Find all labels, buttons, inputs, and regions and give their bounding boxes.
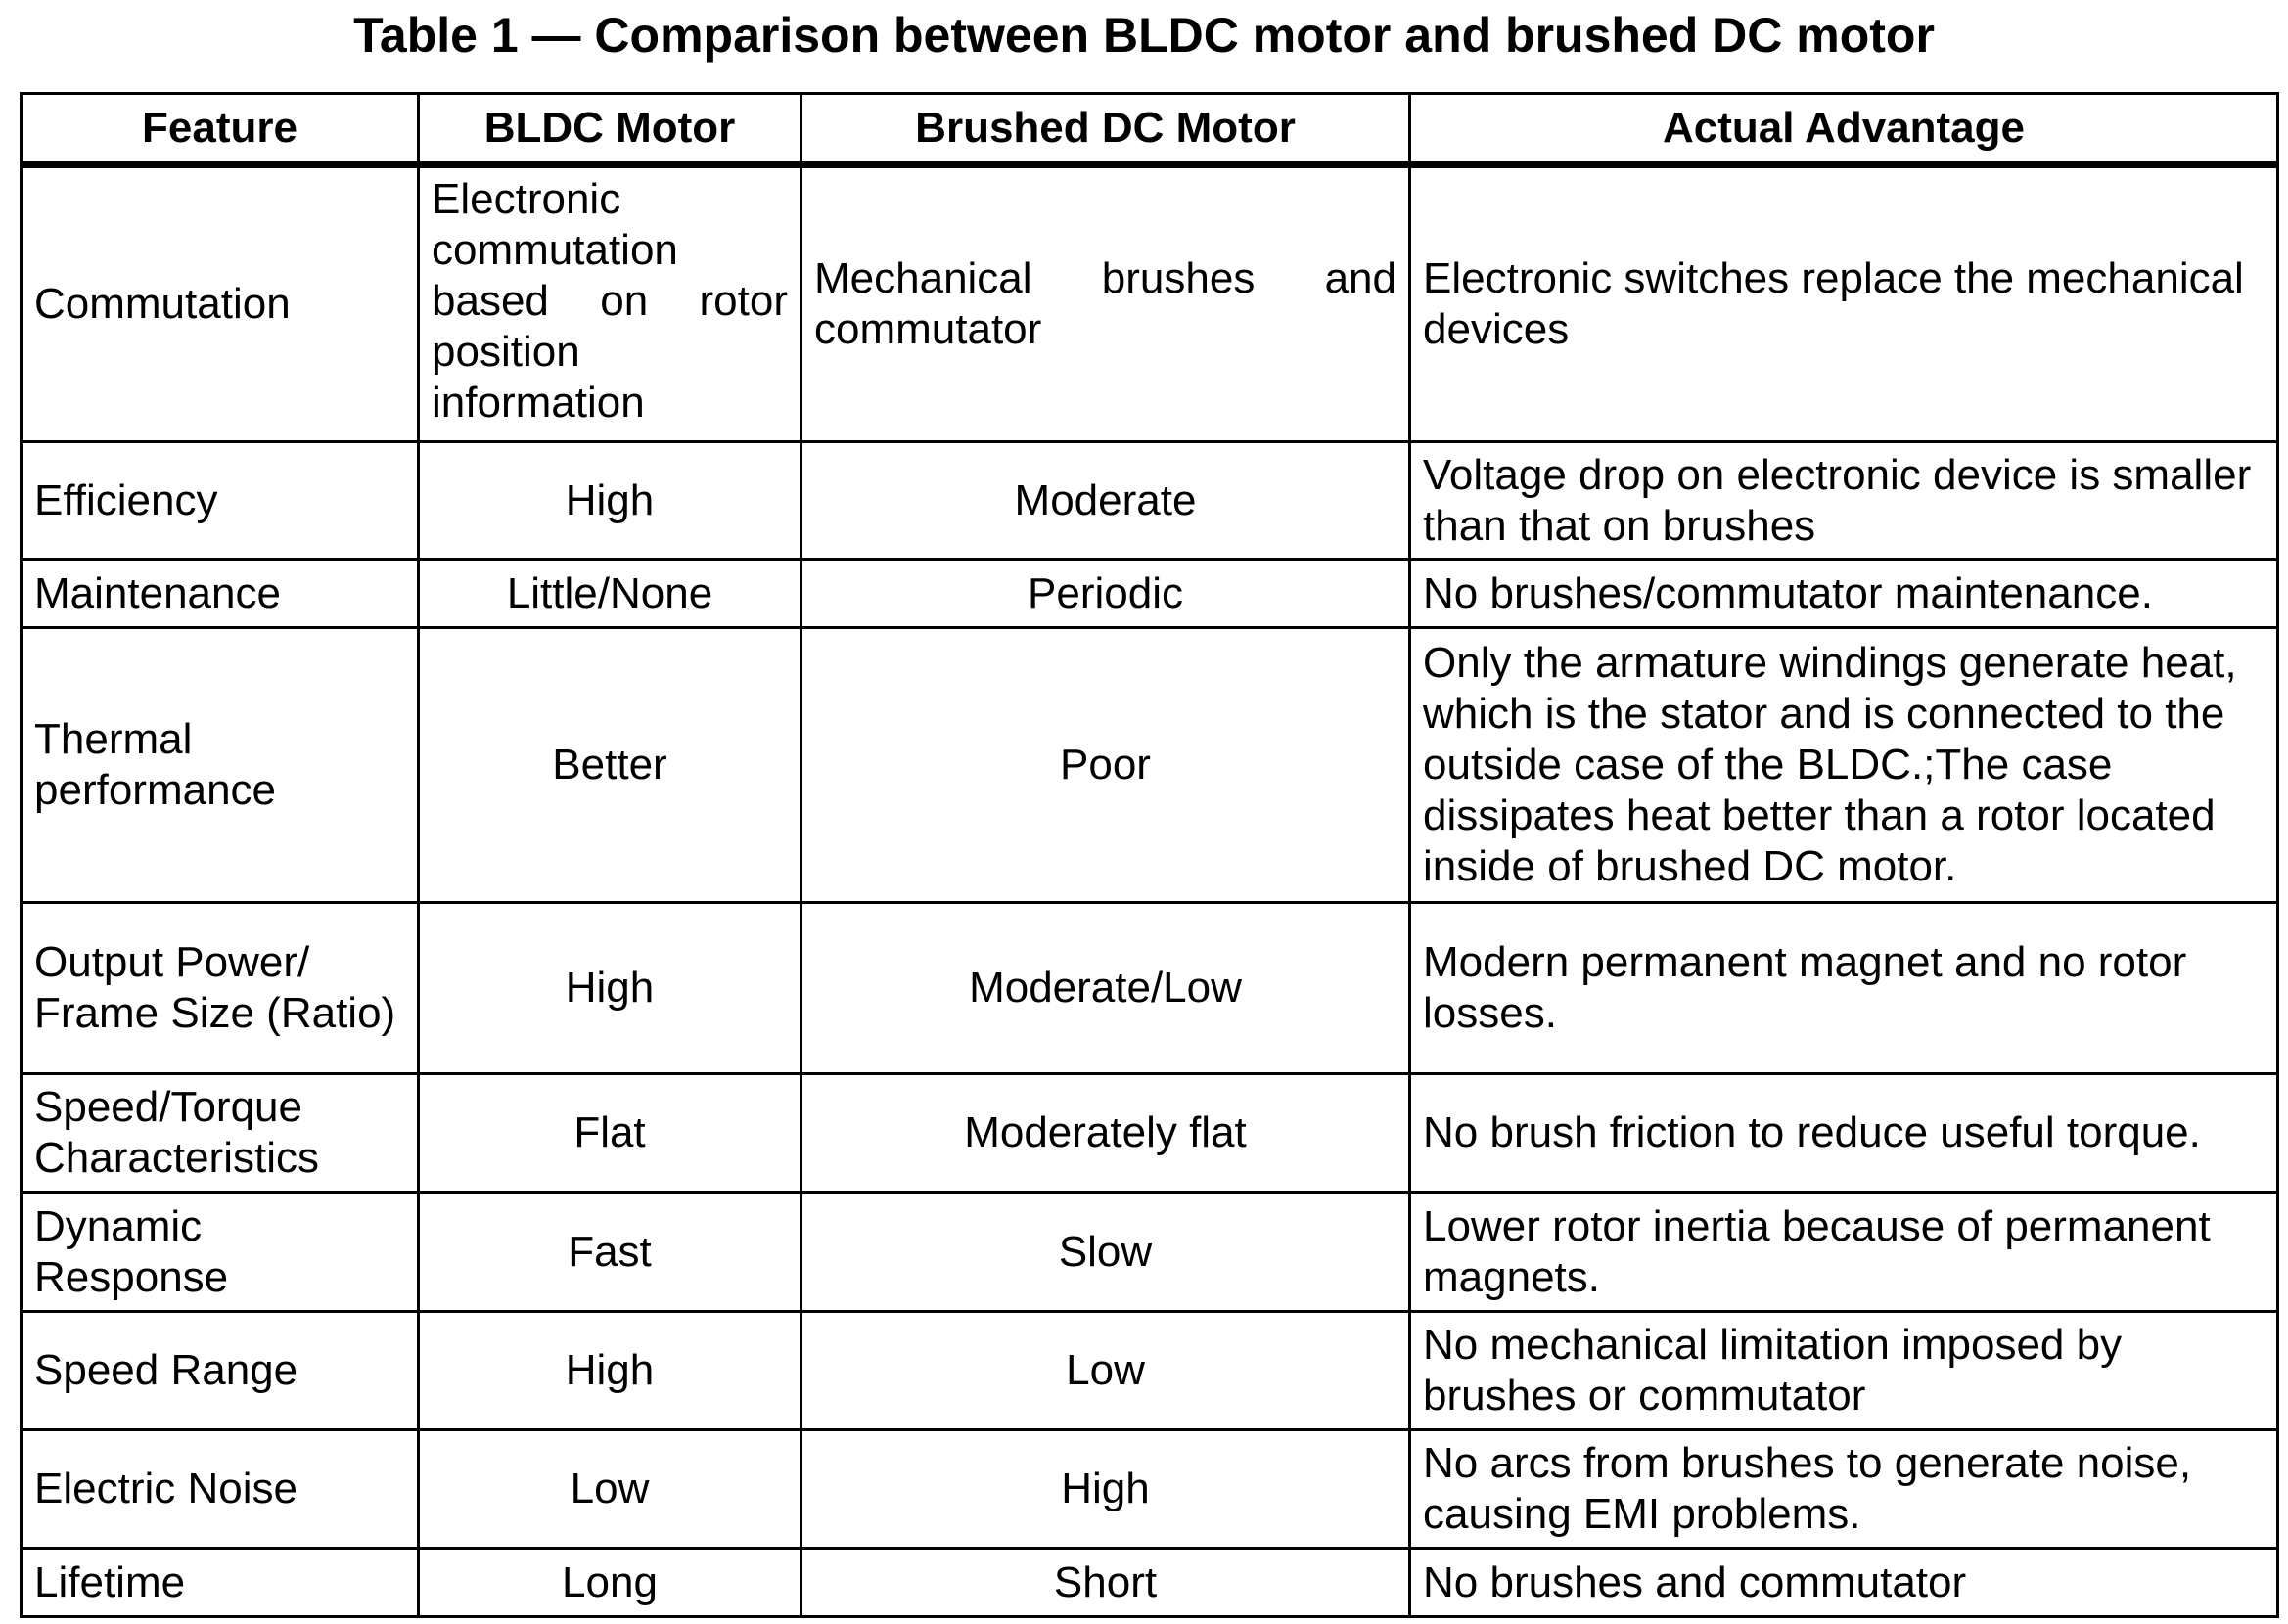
brushed-cell: Periodic <box>801 560 1410 628</box>
advantage-cell: No brushes and commutator <box>1410 1549 2278 1617</box>
advantage-cell: Only the armature windings generate heat, which is the stator and is connected to the outside case of the BLDC.;The case dissipates heat better than a rotor located inside of brushed DC motor. <box>1410 628 2278 903</box>
header-actual-advantage: Actual Advantage <box>1410 94 2278 165</box>
table-row <box>22 903 2278 1074</box>
advantage-cell: Lower rotor inertia because of permanent magnets. <box>1410 1193 2278 1312</box>
header-row <box>22 94 2278 165</box>
brushed-cell: High <box>801 1430 1410 1549</box>
brushed-cell: Moderately flat <box>801 1074 1410 1193</box>
brushed-cell: Low <box>801 1312 1410 1430</box>
feature-cell: Dynamic Response <box>22 1193 419 1312</box>
feature-cell: Maintenance <box>22 560 419 628</box>
brushed-cell: Mechanical brushes and commutator <box>801 165 1410 442</box>
bldc-cell: Electronic commutation based on rotor position information <box>419 165 801 442</box>
bldc-cell: Flat <box>419 1074 801 1193</box>
brushed-cell: Moderate <box>801 442 1410 560</box>
brushed-cell: Short <box>801 1549 1410 1617</box>
brushed-cell: Slow <box>801 1193 1410 1312</box>
feature-cell: Electric Noise <box>22 1430 419 1549</box>
feature-cell: Commutation <box>22 165 419 442</box>
bldc-cell: Little/None <box>419 560 801 628</box>
comparison-table <box>20 92 2279 1618</box>
bldc-cell: Long <box>419 1549 801 1617</box>
feature-cell: Speed/Torque Characteristics <box>22 1074 419 1193</box>
bldc-cell: High <box>419 442 801 560</box>
table-row <box>22 1193 2278 1312</box>
advantage-cell: No brush friction to reduce useful torque. <box>1410 1074 2278 1193</box>
table-row <box>22 560 2278 628</box>
table-row <box>22 1549 2278 1617</box>
feature-cell: Efficiency <box>22 442 419 560</box>
advantage-cell: Modern permanent magnet and no rotor losses. <box>1410 903 2278 1074</box>
table-row <box>22 1430 2278 1549</box>
header-feature: Feature <box>22 94 419 165</box>
table-row <box>22 628 2278 903</box>
table-row <box>22 442 2278 560</box>
advantage-cell: Electronic switches replace the mechanical devices <box>1410 165 2278 442</box>
brushed-cell: Poor <box>801 628 1410 903</box>
bldc-cell: High <box>419 903 801 1074</box>
advantage-cell: No arcs from brushes to generate noise, causing EMI problems. <box>1410 1430 2278 1549</box>
header-bldc-motor: BLDC Motor <box>419 94 801 165</box>
advantage-cell: No mechanical limitation imposed by brushes or commutator <box>1410 1312 2278 1430</box>
table-row <box>22 1312 2278 1430</box>
table-row <box>22 1074 2278 1193</box>
feature-cell: Speed Range <box>22 1312 419 1430</box>
bldc-cell: Better <box>419 628 801 903</box>
feature-cell: Output Power/ Frame Size (Ratio) <box>22 903 419 1074</box>
bldc-cell: Fast <box>419 1193 801 1312</box>
header-brushed-dc-motor: Brushed DC Motor <box>801 94 1410 165</box>
advantage-cell: No brushes/commutator maintenance. <box>1410 560 2278 628</box>
feature-cell: Lifetime <box>22 1549 419 1617</box>
table-title: Table 1 — Comparison between BLDC motor and brushed DC motor <box>353 8 1935 63</box>
bldc-cell: High <box>419 1312 801 1430</box>
advantage-cell: Voltage drop on electronic device is smaller than that on brushes <box>1410 442 2278 560</box>
table-row <box>22 165 2278 442</box>
brushed-cell: Moderate/Low <box>801 903 1410 1074</box>
feature-cell: Thermal performance <box>22 628 419 903</box>
bldc-cell: Low <box>419 1430 801 1549</box>
